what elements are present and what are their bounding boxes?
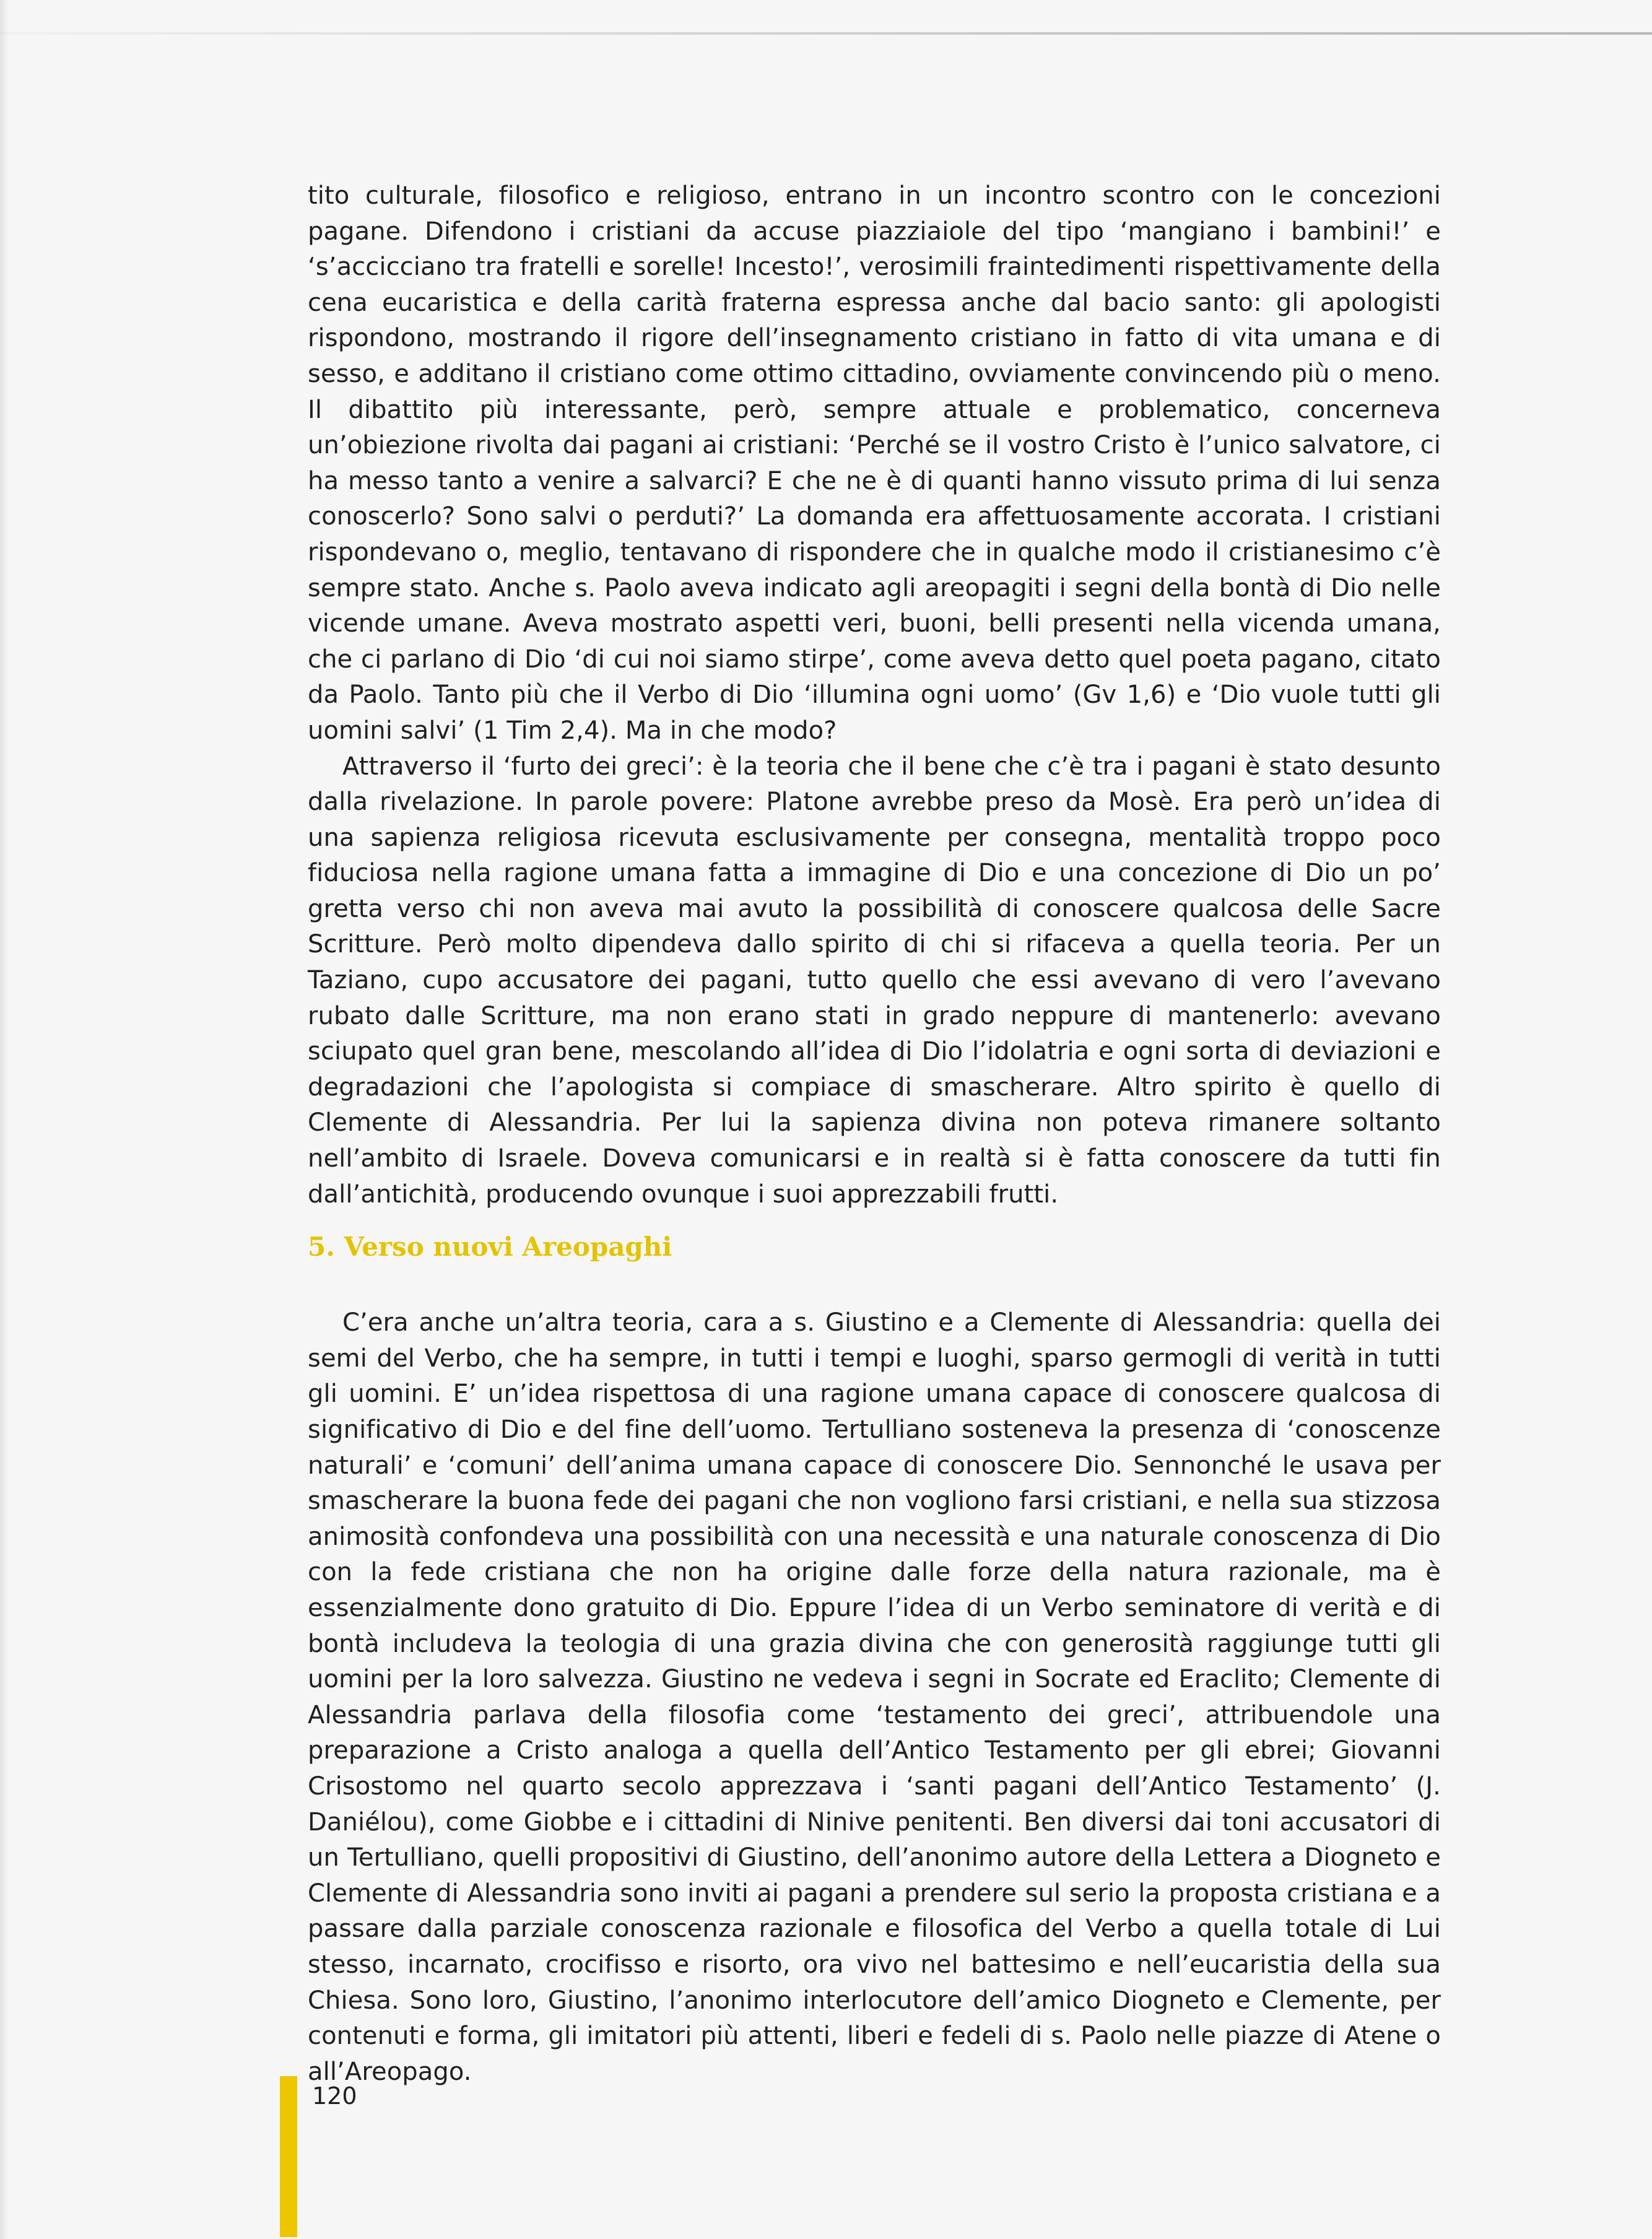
text-column	[308, 178, 1441, 2090]
page-left-shadow	[0, 0, 9, 2239]
page-number: 120	[312, 2082, 357, 2110]
section-heading: 5. Verso nuovi Areopaghi	[308, 1232, 672, 1263]
paragraph-1: tito culturale, filosofico e religioso, entrano in un incontro scontro con le concezioni pagane. Difendono i cristiani da accuse piazziaiole del tipo ‘mangiano i bambini!’ e ‘s’accicciano tra fratelli e sorelle! Incesto!’, verosimili fraintedimenti rispettivamente della cena eucaristica e della carità fraterna espressa anche dal bacio santo: gli apologisti rispondono, mostrando il rigore dell’insegnamento cristiano in fatto di vita umana e di sesso, e additano il cristiano come ottimo cittadino, ovviamente convincendo più o meno. Il dibattito più interessante, però, sempre attuale e problematico, concerneva un’obiezione rivolta dai pagani ai cristiani: ‘Perché se il vostro Cristo è l’unico salvatore, ci ha messo tanto a venire a salvarci? E che ne è di quanti hanno vissuto prima di lui senza conoscerlo? Sono salvi o perduti?’ La domanda era affettuosamente accorata. I cristiani rispondevano o, meglio, tentavano di rispondere che in qualche modo il cristianesimo c’è sempre stato. Anche s. Paolo aveva indicato agli areopagiti i segni della bontà di Dio nelle vicende umane. Aveva mostrato aspetti veri, buoni, belli presenti nella vicenda umana, che ci parlano di Dio ‘di cui noi siamo stirpe’, come aveva detto quel poeta pagano, citato da Paolo. Tanto più che il Verbo di Dio ‘illumina ogni uomo’ (Gv 1,6) e ‘Dio vuole tutti gli uomini salvi’ (1 Tim 2,4). Ma in che modo?	[308, 181, 1441, 745]
page-footer	[280, 2076, 466, 2237]
page-marker-bar	[280, 2076, 297, 2237]
paragraph-3: C’era anche un’altra teoria, cara a s. Giustino e a Clemente di Alessandria: quella dei semi del Verbo, che ha sempre, in tutti i tempi e luoghi, sparso germogli di verità in tutti gli uomini. E’ un’idea rispettosa di una ragione umana capace di conoscere qualcosa di significativo di Dio e del fine dell’uomo. Tertulliano sosteneva la presenza di ‘conoscenze naturali’ e ‘comuni’ dell’anima umana capace di conoscere Dio. Sennonché le usava per smascherare la buona fede dei pagani che non vogliono farsi cristiani, e nella sua stizzosa animosità confondeva una possibilità con una necessità e una naturale conoscenza di Dio con la fede cristiana che non ha origine dalle forze della natura razionale, ma è essenzialmente dono gratuito di Dio. Eppure l’idea di un Verbo seminatore di verità e di bontà includeva la teologia di una grazia divina che con generosità raggiunge tutti gli uomini per la loro salvezza. Giustino ne vedeva i segni in Socrate ed Eraclito; Clemente di Alessandria parlava della filosofia come ‘testamento dei greci’, attribuendole una preparazione a Cristo analoga a quella dell’Antico Testamento per gli ebrei; Giovanni Crisostomo nel quarto secolo apprezzava i ‘santi pagani dell’Antico Testamento’ (J. Daniélou), come Giobbe e i cittadini di Ninive penitenti. Ben diversi dai toni accusatori di un Tertulliano, quelli propositivi di Giustino, dell’anonimo autore della Lettera a Diogneto e Clemente di Alessandria sono inviti ai pagani a prendere sul serio la proposta cristiana e a passare dalla parziale conoscenza razionale e filosofica del Verbo a quella totale di Lui stesso, incarnato, crocifisso e risorto, ora vivo nel battesimo e nell’eucaristia della sua Chiesa. Sono loro, Giustino, l’anonimo interlocutore dell’amico Diogneto e Clemente, per contenuti e forma, gli imitatori più attenti, liberi e fedeli di s. Paolo nelle piazze di Atene o all’Areopago.	[308, 1308, 1441, 2086]
page-top-edge	[0, 32, 1652, 35]
paragraph-2: Attraverso il ‘furto dei greci’: è la teoria che il bene che c’è tra i pagani è stato desunto dalla rivelazione. In parole povere: Platone avrebbe preso da Mosè. Era però un’idea di una sapienza religiosa ricevuta esclusivamente per consegna, mentalità troppo poco fiduciosa nella ragione umana fatta a immagine di Dio e una concezione di Dio un po’ gretta verso chi non aveva mai avuto la possibilità di conoscere qualcosa delle Sacre Scritture. Però molto dipendeva dallo spirito di chi si rifaceva a quella teoria. Per un Taziano, cupo accusatore dei pagani, tutto quello che essi avevano di vero l’avevano rubato dalle Scritture, ma non erano stati in grado neppure di mantenerlo: avevano sciupato quel gran bene, mescolando all’idea di Dio l’idolatria e ogni sorta di deviazioni e degradazioni che l’apologista si compiace di smascherare. Altro spirito è quello di Clemente di Alessandria. Per lui la sapienza divina non poteva rimanere soltanto nell’ambito di Israele. Doveva comunicarsi e in realtà si è fatta conoscere da tutti fin dall’antichità, producendo ovunque i suoi apprezzabili frutti.	[308, 752, 1441, 1209]
